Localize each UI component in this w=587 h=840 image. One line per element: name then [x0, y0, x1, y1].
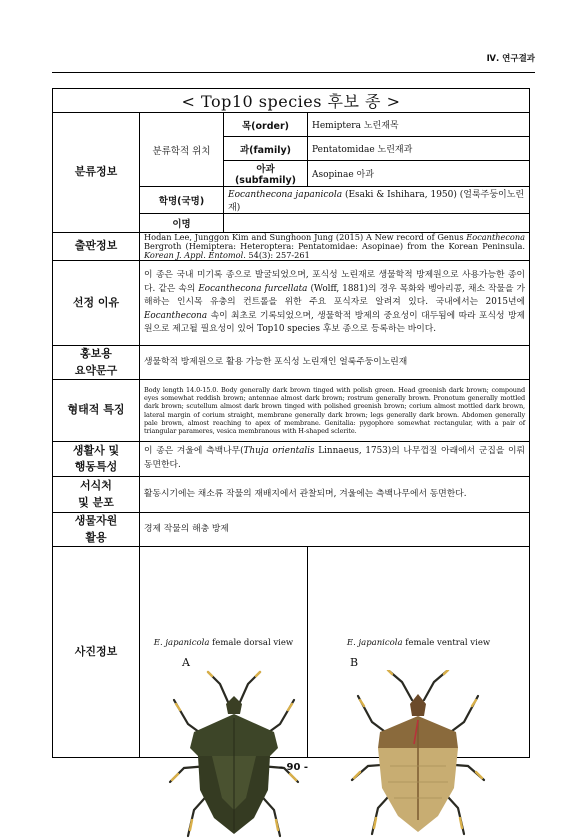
table-title: < Top10 species 후보 종 >: [53, 89, 530, 113]
scientific-name-label: 학명(국명): [140, 187, 224, 214]
pub-genus: Eocanthecona: [466, 232, 526, 242]
life-history-value: [140, 442, 530, 477]
reason-genus: Eocanthecona: [144, 310, 208, 321]
photo-b-caption: [308, 638, 529, 648]
selection-reason-label: 선정 이유: [53, 261, 140, 346]
pub-text-3: 54(3): 257-261: [245, 250, 310, 261]
reason-text-3: 속이 최초로 기록되었으며, 생물학적 방제의 중요성이 대두됨에 따라 포식성 방제원으로 제고될 필요성이 있어 Top10 species 후보 종으로 등록하는 바이다.: [144, 310, 526, 335]
pub-journal: Korean J. Appl. Entomol.: [144, 250, 246, 261]
reason-text-1: 이 종은 국내 미기록 종으로 발굴되었으며, 포식성 노린재로 생물학적 방제원으로 사용가능한 종이다. 같은 속의: [144, 269, 526, 294]
life-host-plant: Thuja orientalis: [243, 446, 315, 457]
reason-species: Eocanthecona furcellata: [198, 283, 308, 294]
life-text-1: 이 종은 겨울에 측백나무(: [144, 446, 244, 457]
alias-label: 이명: [140, 214, 224, 233]
family-label: 과(family): [224, 137, 308, 161]
subfamily-value: Asopinae 아과: [308, 161, 530, 187]
morphology-label: 형태적 특징: [53, 380, 140, 442]
subfamily-label: 아과(subfamily): [224, 161, 308, 187]
promo-value: 생물학적 방제원으로 활용 가능한 포식성 노린재인 얼룩주둥이노린재: [140, 346, 530, 380]
life-label-line1: 생활사 및: [72, 443, 120, 457]
publication-value: [140, 233, 530, 261]
scientific-name-value: [224, 187, 530, 214]
taxonomic-position-label: 분류학적 위치: [140, 113, 224, 187]
promo-label: [53, 346, 140, 380]
species-info-table: [52, 88, 530, 758]
pub-text-1: Hodan Lee, Junggon Kim and Sunghoon Jung (2015) A New record of Genus: [144, 232, 467, 242]
photo-a-letter: A: [182, 656, 190, 670]
use-label-line2: 활용: [85, 530, 107, 544]
morphology-value: Body length 14.0-15.0. Body generally dark brown tinged with polish green. Head greenish dark brown; compound eyes somewhat reddish brown; antennae almost dark brown; rostrum generally brown. Pronotum generally mottled dark brown; scutellum almost dark brown tinged with polished greenish brown; corium almost mottled dark brown, lateral margin of corium straight, membrane generally dark brown; legs generally dark brown. Abdomen generally pale brown, almost reaching to apex of membrane. Genitalia: pygophore somewhat rectangular, with a pair of triangular parameres, vesica membranous with H-shaped sclerite.: [140, 380, 530, 442]
reason-text-2: (Wolff, 1881)의 경우 목화와 벵아리콩, 채소 작물을 가해하는 인시목 유충의 컨트롤을 위한 주요 포식자로 알려져 있다. 국내에서는 2015년에: [144, 283, 526, 308]
photo-a-caption: [140, 638, 307, 648]
header-divider: [52, 72, 535, 73]
photo-b-cell: [308, 547, 530, 758]
habitat-value: 활동시기에는 채소류 작물의 재배지에서 관찰되며, 겨울에는 측백나무에서 동면한다.: [140, 477, 530, 513]
page-number: - 90 -: [278, 762, 309, 773]
bioresource-use-label: [53, 513, 140, 547]
promo-label-line2: 요약문구: [74, 363, 118, 377]
selection-reason-value: [140, 261, 530, 346]
life-history-label: [53, 442, 140, 477]
promo-label-line1: 홍보용: [80, 347, 112, 361]
caption-b-species: E. japanicola: [346, 638, 403, 649]
scientific-name-rest: (Esaki & Ishihara, 1950) (얼룩주둥이노린재): [228, 190, 525, 213]
use-label-line1: 생물자원: [74, 514, 118, 528]
order-label: 목(order): [224, 113, 308, 137]
classification-label: 분류정보: [53, 113, 140, 233]
habitat-label-line2: 및 분포: [78, 495, 114, 509]
habitat-label: [53, 477, 140, 513]
photo-label: 사진정보: [53, 547, 140, 758]
photo-b-letter: B: [350, 656, 359, 670]
scientific-name-italic: Eocanthecona japanicola: [228, 190, 343, 200]
family-value: Pentatomidae 노린재과: [308, 137, 530, 161]
section-header: Ⅳ. 연구결과: [486, 54, 535, 64]
dorsal-bug-image: [150, 670, 318, 840]
life-text-2: Linnaeus, 1753)의 나무껍질 아래에서 군집을 이뤄 동면한다.: [144, 446, 526, 471]
bioresource-use-value: 경제 작물의 해충 방제: [140, 513, 530, 547]
caption-a-text: female dorsal view: [209, 638, 294, 649]
photo-a-cell: [140, 547, 308, 758]
life-label-line2: 행동특성: [74, 460, 118, 474]
caption-a-species: E. japanicola: [153, 638, 210, 649]
ventral-bug-image: [318, 670, 518, 840]
publication-label: 출판정보: [53, 233, 140, 261]
caption-b-text: female ventral view: [402, 638, 491, 649]
habitat-label-line1: 서식처: [80, 479, 112, 493]
order-value: Hemiptera 노린재목: [308, 113, 530, 137]
pub-text-2: Bergroth (Hemiptera: Heteroptera: Pentatomidae: Asopinae) from the Korean Peninsula.: [144, 241, 526, 252]
alias-value: [224, 214, 530, 233]
